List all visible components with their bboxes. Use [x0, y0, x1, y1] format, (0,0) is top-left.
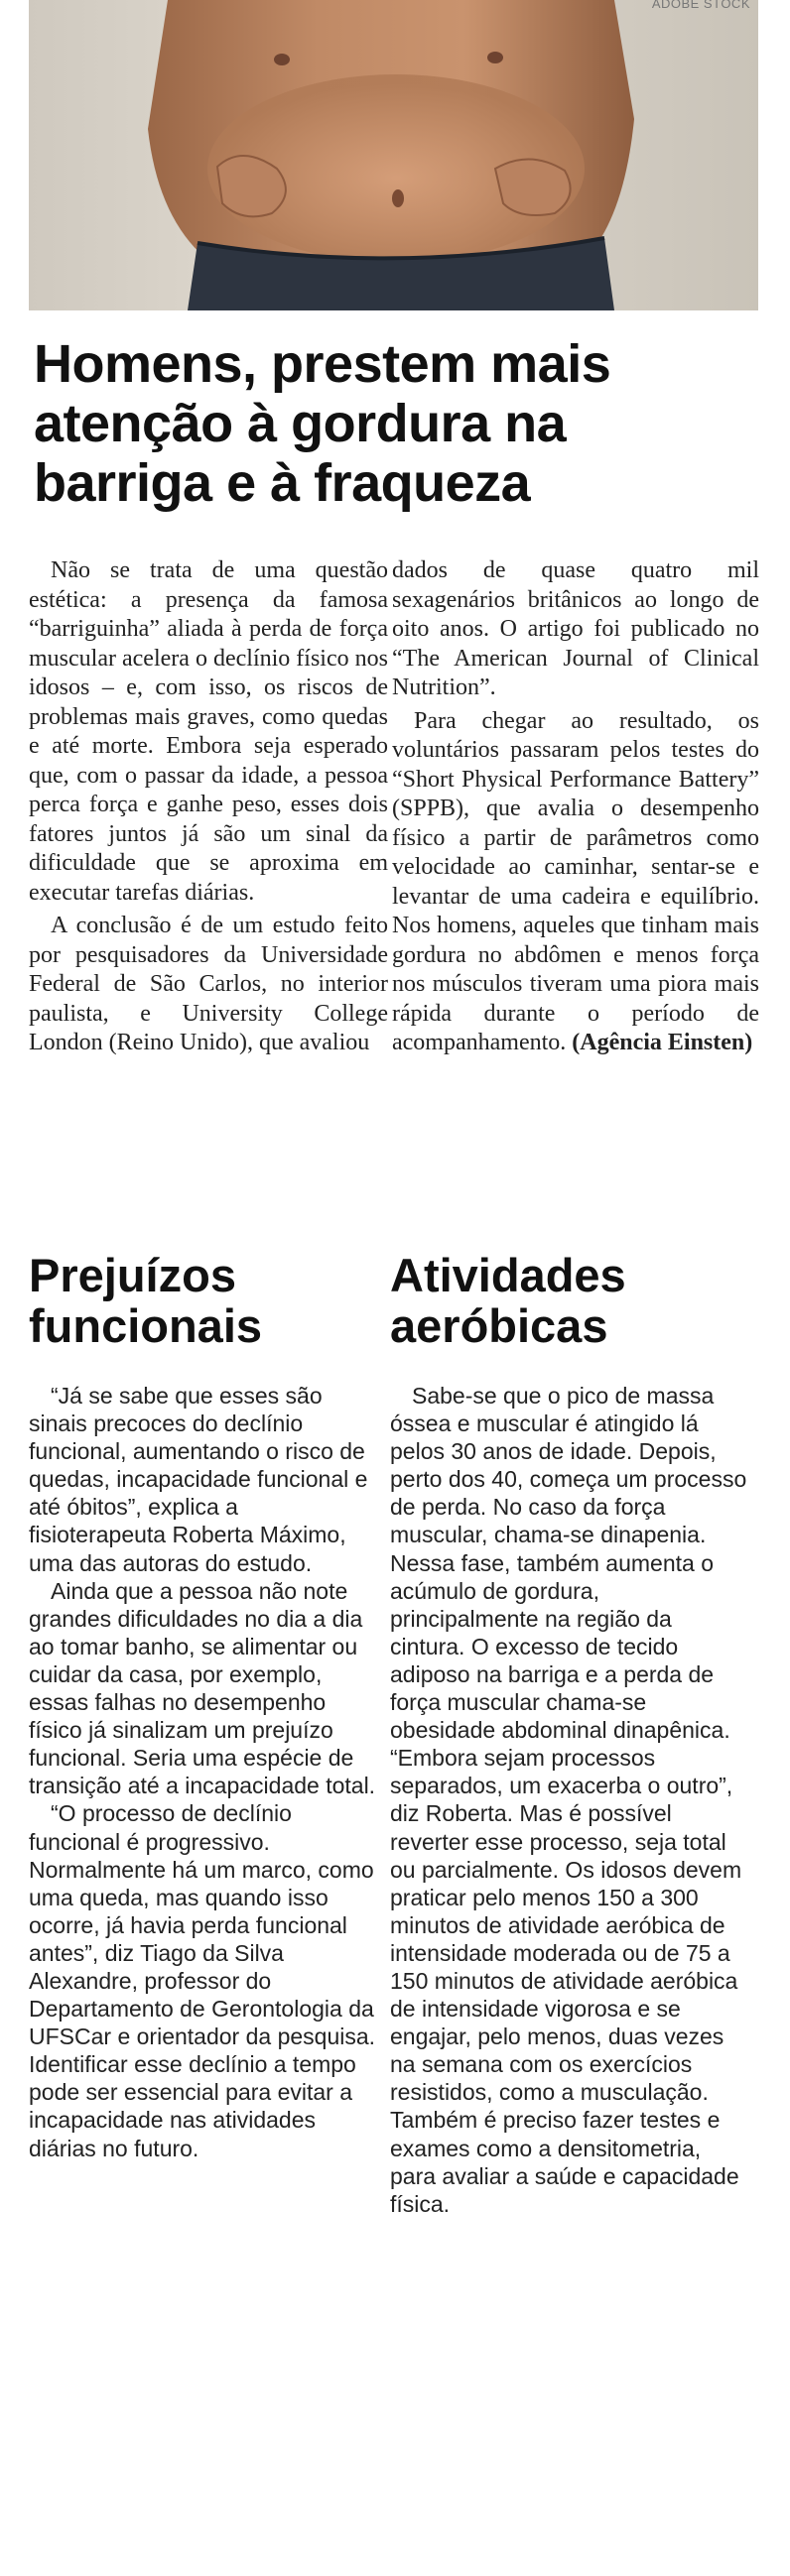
man-torso-illustration — [29, 0, 758, 310]
paragraph — [392, 707, 759, 1058]
article-column-2 — [392, 556, 759, 1058]
article-headline: Homens, prestem mais atenção à gordura na barriga e à fraqueza — [34, 334, 611, 513]
section-1-body — [29, 1382, 378, 2162]
paragraph: A conclusão é de um estudo feito por pesquisadores da Universidade Federal de São Carlos, no interior paulista, e University College London (Reino Unido), que avaliou — [29, 913, 388, 1055]
agency-credit: (Agência Einsten) — [572, 1030, 753, 1055]
paragraph: Sabe-se que o pico de massa óssea e muscular é atingido lá pelos 30 anos de idade. Depois, perto dos 40, começa um processo de perda. No caso da força muscular, chama-se dinapenia. Nessa fase, também aumenta o acúmulo de gordura, principalmente na região da cintura. O excesso de tecido adiposo na barriga e a perda de força muscular chama-se obesidade abdominal dinapênica. “Embora sejam processos separados, um exacerba o outro”, diz Roberta. Mas é possível reverter esse processo, seja total ou parcialmente. Os idosos devem praticar pelo menos 150 a 300 minutos de atividade aeróbica de intensidade moderada ou de 75 a 150 minutos de atividade aeróbica de intensidade vigorosa e se engajar, pelo menos, duas vezes na semana com os exercícios resistidos, como a musculação. Também é preciso fazer testes e exames como a densitometria, para avaliar a saúde e capacidade física. — [390, 1383, 747, 2217]
paragraph: “Já se sabe que esses são sinais precoces do declínio funcional, aumentando o risco de quedas, incapacidade funcional e até óbitos”, explica a fisioterapeuta Roberta Máximo, uma das autoras do estudo. — [29, 1383, 368, 1576]
section-title-atividades: Atividades aeróbicas — [390, 1249, 626, 1352]
section-title-prejuizos: Prejuízos funcionais — [29, 1249, 263, 1352]
paragraph: Ainda que a pessoa não note grandes dificuldades no dia a dia ao tomar banho, se alimentar ou cuidar da casa, por exemplo, essas falhas no desempenho físico já sinalizam um prejuízo funcional. Seria uma espécie de transição até a incapacidade total. — [29, 1577, 376, 1799]
article-photo — [29, 0, 758, 310]
paragraph-text: Para chegar ao resultado, os voluntários passaram pelos testes do “Short Physical Performance Battery” (SPPB), que avalia o desempenho físico a partir de parâmetros como velocidade ao caminhar, sentar-se e levantar de uma cadeira e equilíbrio. Nos homens, aqueles que tinham mais gordura no abdômen e menos força nos músculos tiveram uma piora mais rápida durante o período de acompanhamento. — [392, 707, 759, 1055]
article-column-1 — [29, 556, 388, 1058]
photo-credit: ADOBE STOCK — [651, 0, 750, 11]
paragraph: “O processo de declínio funcional é progressivo. Normalmente há um marco, como uma queda, mas quando isso ocorre, já havia perda funcional antes”, diz Tiago da Silva Alexandre, professor do Departamento de Gerontologia da UFSCar e orientador da pesquisa. Identificar esse declínio a tempo pode ser essencial para evitar a incapacidade nas atividades diárias no futuro. — [29, 1800, 376, 2161]
section-2-body — [390, 1382, 747, 2218]
paragraph: dados de quase quatro mil sexagenários britânicos ao longo de oito anos. O artigo foi publicado no “The American Journal of Clinical Nutrition”. — [392, 557, 759, 700]
paragraph: Não se trata de uma questão estética: a presença da famosa “barriguinha” aliada à perda de força muscular acelera o declínio físico nos idosos – e, com isso, os riscos de problemas mais graves, como quedas e até morte. Embora seja esperado que, com o passar da idade, a pessoa perca força e ganhe peso, esses dois fatores juntos já são um sinal da dificuldade que se aproxima em executar tarefas diárias. — [29, 557, 388, 906]
